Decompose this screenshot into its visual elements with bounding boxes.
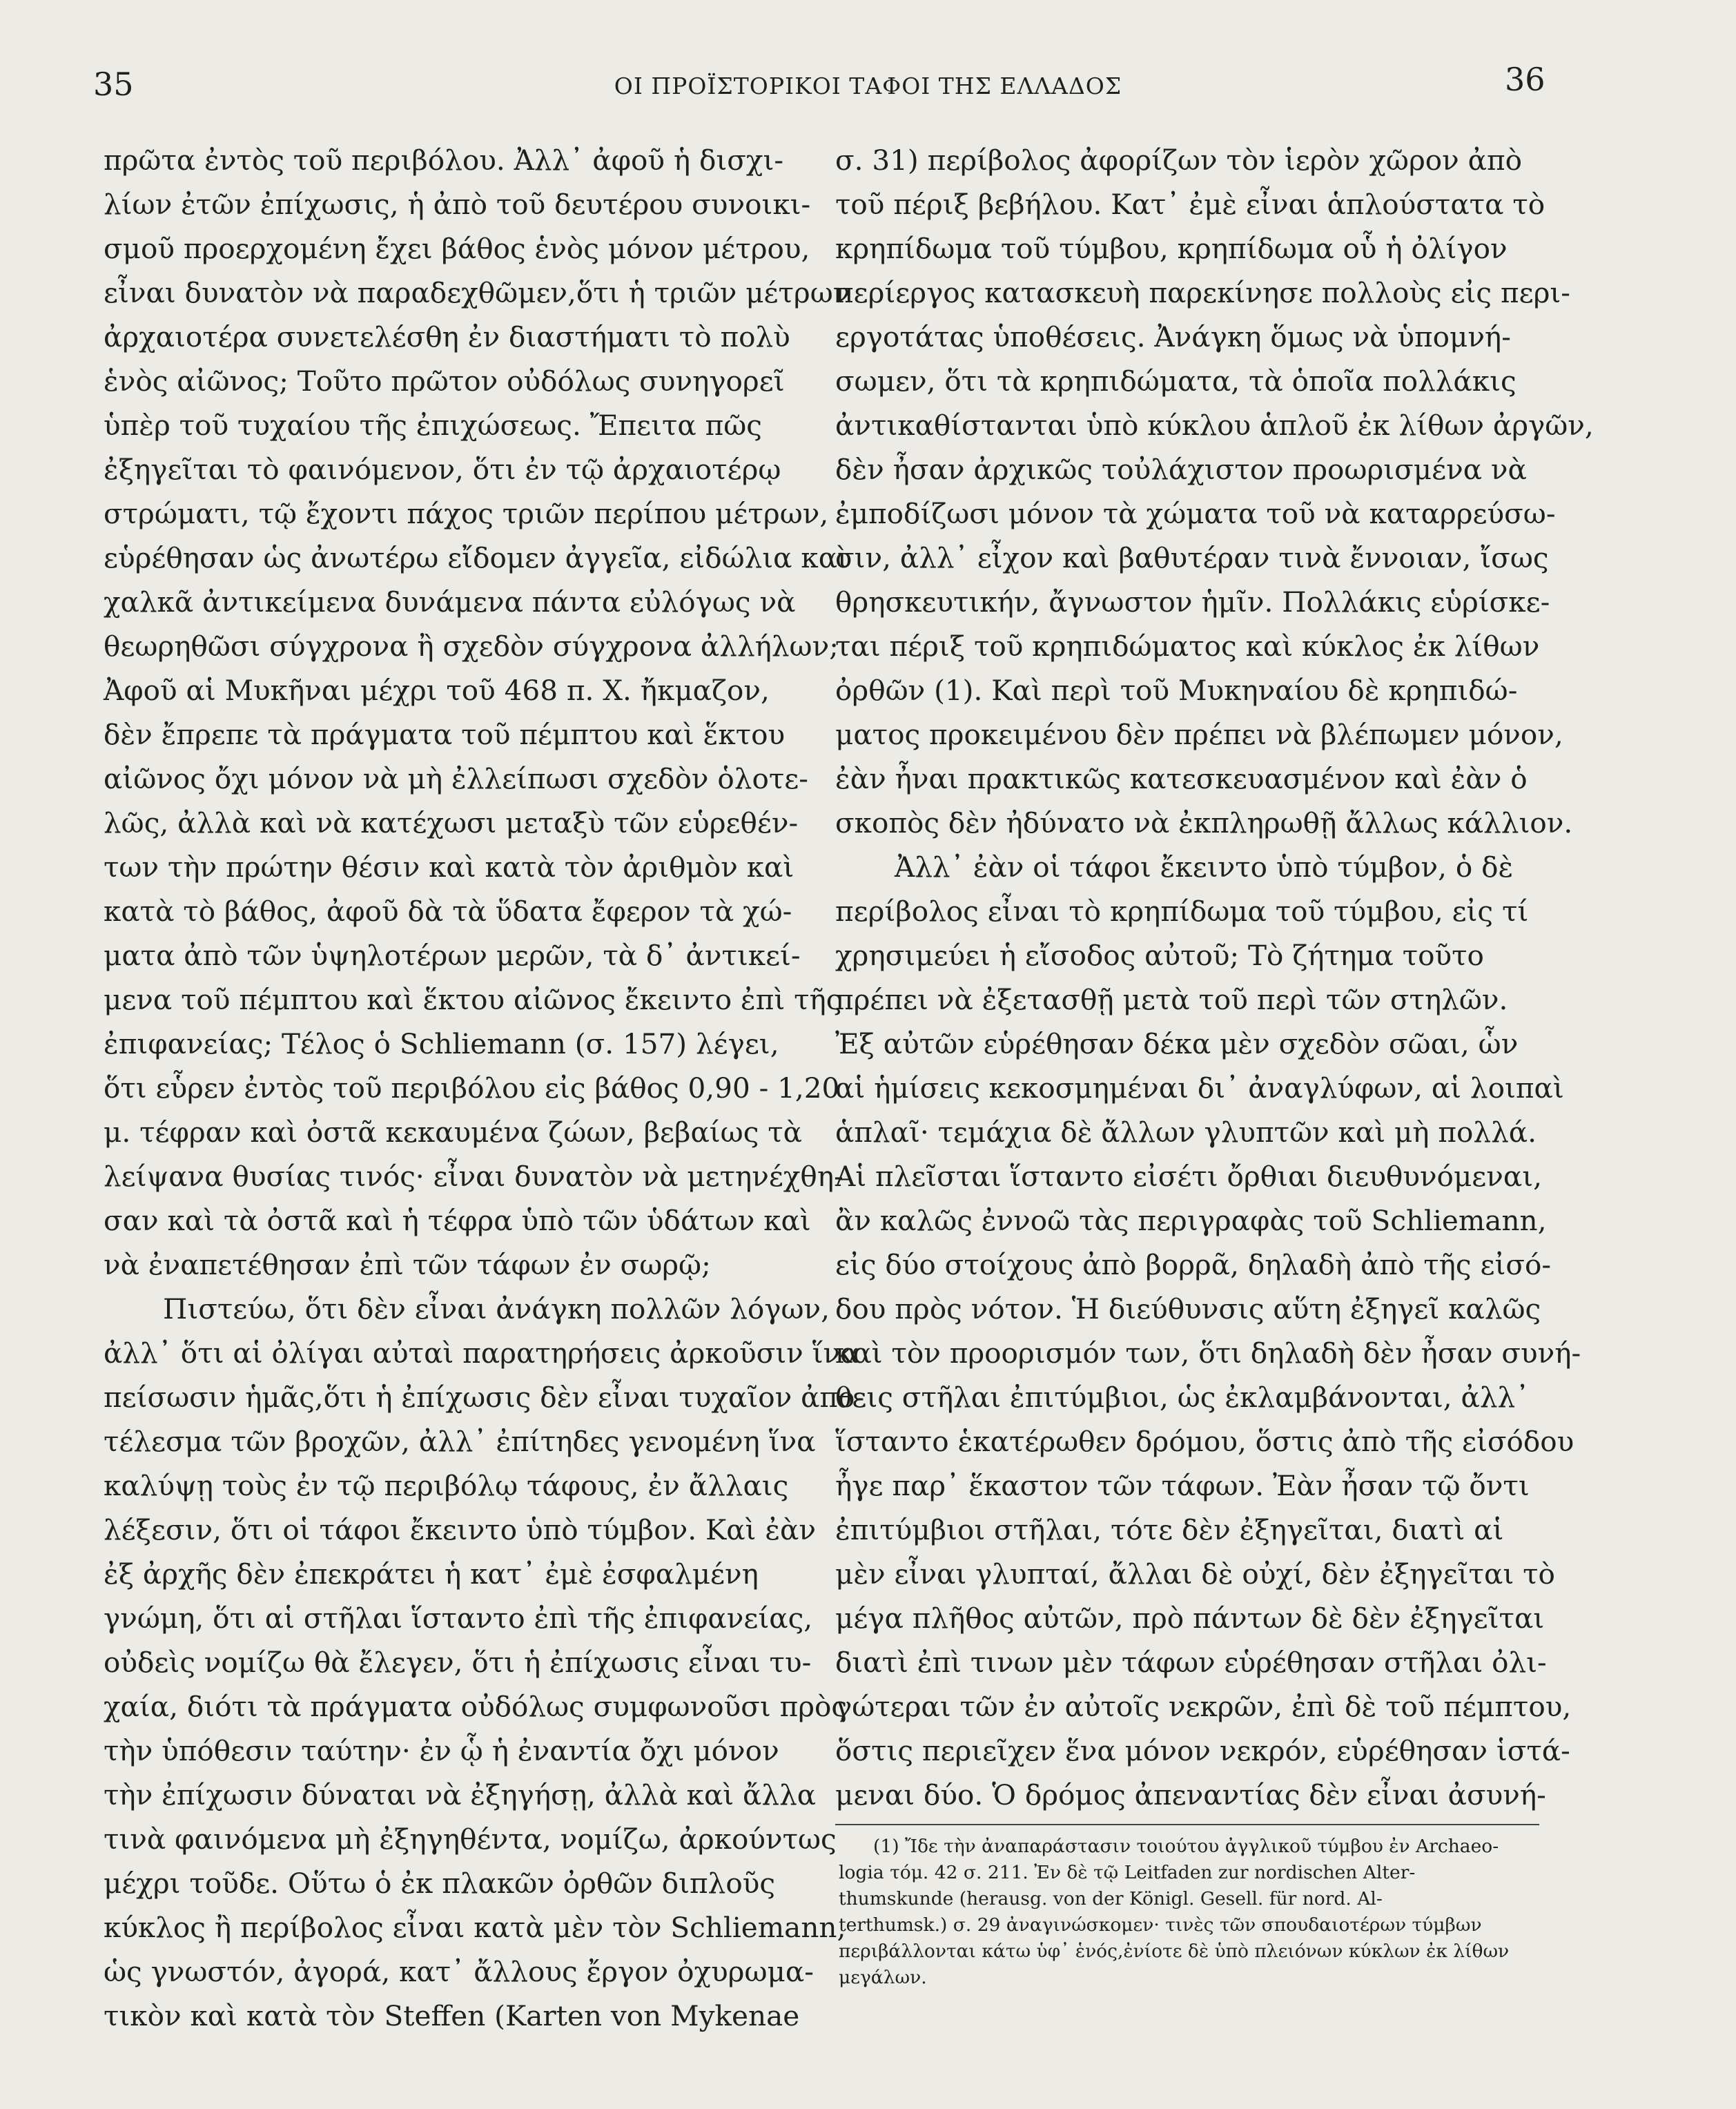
right-column-line: δὲν ἦσαν ἀρχικῶς τοὐλάχιστον προωρισμένα νὰ xyxy=(835,453,1527,486)
right-column-line: ματος προκειμένου δὲν πρέπει νὰ βλέπωμεν μόνον, xyxy=(835,718,1563,751)
left-column-line: σαν καὶ τὰ ὀστᾶ καὶ ἡ τέφρα ὑπὸ τῶν ὑδάτων καὶ xyxy=(104,1204,811,1237)
right-column-line: διατὶ ἐπὶ τινων μὲν τάφων εὑρέθησαν στῆλαι ὀλι- xyxy=(835,1646,1547,1679)
left-column-line: ὡς γνωστόν, ἀγορά, κατ᾽ ἄλλους ἔργον ὀχυρωμα- xyxy=(104,1955,814,1988)
left-column-line: τικὸν καὶ κατὰ τὸν Steffen (Karten von Mykenae xyxy=(104,1999,800,2032)
right-column-line: δου πρὸς νότον. Ἡ διεύθυνσις αὕτη ἐξηγεῖ καλῶς xyxy=(835,1292,1541,1325)
left-column-line: τινὰ φαινόμενα μὴ ἐξηγηθέντα, νομίζω, ἀρκούντως xyxy=(104,1823,837,1856)
right-column-line: εἰς δύο στοίχους ἀπὸ βορρᾶ, δηλαδὴ ἀπὸ τῆς εἰσό- xyxy=(835,1248,1552,1281)
right-column-line: περίβολος εἶναι τὸ κρηπίδωμα τοῦ τύμβου, εἰς τί xyxy=(835,895,1529,928)
footnote-line: περιβάλλονται κάτω ὑφ᾽ ἑνός,ἐνίοτε δὲ ὑπὸ πλειόνων κύκλων ἐκ λίθων xyxy=(839,1941,1510,1962)
left-column-line: ματα ἀπὸ τῶν ὑψηλοτέρων μερῶν, τὰ δ᾽ ἀντικεί- xyxy=(104,939,801,972)
left-column-line: καλύψῃ τοὺς ἐν τῷ περιβόλῳ τάφους, ἐν ἄλλαις xyxy=(104,1469,789,1502)
right-column-line: σ. 31) περίβολος ἀφορίζων τὸν ἱερὸν χῶρον ἀπὸ xyxy=(835,144,1522,177)
right-column-line: ἵσταντο ἑκατέρωθεν δρόμου, ὅστις ἀπὸ τῆς εἰσόδου xyxy=(835,1425,1574,1458)
left-column-line: τὴν ὑπόθεσιν ταύτην· ἐν ᾧ ἡ ἐναντία ὄχι μόνον xyxy=(104,1734,779,1767)
left-column-line: ὅτι εὗρεν ἐντὸς τοῦ περιβόλου εἰς βάθος 0,90 - 1,20 xyxy=(104,1071,840,1105)
footnote xyxy=(839,1834,1543,1991)
right-column-line: ἁπλαῖ· τεμάχια δὲ ἄλλων γλυπτῶν καὶ μὴ πολλά. xyxy=(835,1116,1537,1149)
right-column-line: ἂν καλῶς ἐννοῶ τὰς περιγραφὰς τοῦ Schliemann, xyxy=(835,1204,1547,1237)
footnote-line: logia τόμ. 42 σ. 211. Ἐν δὲ τῷ Leitfaden zur nordischen Alter- xyxy=(839,1862,1416,1883)
right-column-line: τοῦ πέριξ βεβήλου. Κατ᾽ ἐμὲ εἶναι ἁπλούστατα τὸ xyxy=(835,188,1545,221)
left-text-column xyxy=(104,138,865,2038)
right-column-line: πρέπει νὰ ἐξετασθῇ μετὰ τοῦ περὶ τῶν στηλῶν. xyxy=(835,983,1508,1016)
right-column-line: κρηπίδωμα τοῦ τύμβου, κρηπίδωμα οὗ ἡ ὀλίγον xyxy=(835,232,1508,265)
left-column-line: θεωρηθῶσι σύγχρονα ἢ σχεδὸν σύγχρονα ἀλλήλων; xyxy=(104,630,839,663)
footnote-line: thumskunde (herausg. von der Königl. Gesell. für nord. Al- xyxy=(839,1888,1383,1909)
left-column-line: Ἀφοῦ αἱ Μυκῆναι μέχρι τοῦ 468 π. Χ. ἤκμαζον, xyxy=(104,674,770,707)
left-column-line: κύκλος ἢ περίβολος εἶναι κατὰ μὲν τὸν Schliemann, xyxy=(104,1911,846,1944)
right-column-line: γώτεραι τῶν ἐν αὐτοῖς νεκρῶν, ἐπὶ δὲ τοῦ πέμπτου, xyxy=(835,1690,1572,1723)
left-column-line: λῶς, ἀλλὰ καὶ νὰ κατέχωσι μεταξὺ τῶν εὑρεθέν- xyxy=(104,806,799,839)
right-column-line: αἱ ἡμίσεις κεκοσμημέναι δι᾽ ἀναγλύφων, αἱ λοιπαὶ xyxy=(835,1071,1564,1105)
left-column-line: κατὰ τὸ βάθος, ἀφοῦ δὰ τὰ ὕδατα ἔφερον τὰ χώ- xyxy=(104,895,792,928)
right-column-line: μεναι δύο. Ὁ δρόμος ἀπεναντίας δὲν εἶναι ἀσυνή- xyxy=(835,1778,1546,1811)
left-column-line: ἀρχαιοτέρα συνετελέσθη ἐν διαστήματι τὸ πολὺ xyxy=(104,320,790,353)
left-column-line: χαλκᾶ ἀντικείμενα δυνάμενα πάντα εὐλόγως νὰ xyxy=(104,585,796,619)
running-head-title: ΟΙ ΠΡΟΪΣΤΟΡΙΚΟΙ ΤΑΦΟΙ ΤΗΣ ΕΛΛΑΔΟΣ xyxy=(614,72,1122,99)
left-column-line: πρῶτα ἐντὸς τοῦ περιβόλου. Ἀλλ᾽ ἀφοῦ ἡ δισχι- xyxy=(104,144,784,177)
left-column-line: μέχρι τοῦδε. Οὕτω ὁ ἐκ πλακῶν ὀρθῶν διπλοῦς xyxy=(104,1867,776,1900)
left-column-line: ἐξηγεῖται τὸ φαινόμενον, ὅτι ἐν τῷ ἀρχαιοτέρῳ xyxy=(104,453,781,486)
right-column-line: ὀρθῶν (1). Καὶ περὶ τοῦ Μυκηναίου δὲ κρηπιδώ- xyxy=(835,674,1518,707)
left-column-line: ἐξ ἀρχῆς δὲν ἐπεκράτει ἡ κατ᾽ ἐμὲ ἐσφαλμένη xyxy=(104,1557,759,1591)
right-column-line: καὶ τὸν προορισμόν των, ὅτι δηλαδὴ δὲν ἦσαν συνή- xyxy=(835,1337,1581,1370)
left-column-line: πείσωσιν ἡμᾶς,ὅτι ἡ ἐπίχωσις δὲν εἶναι τυχαῖον ἀπο- xyxy=(104,1381,865,1414)
left-column-line: ὑπὲρ τοῦ τυχαίου τῆς ἐπιχώσεως. Ἔπειτα πῶς xyxy=(104,409,762,442)
page-number-left: 35 xyxy=(93,66,134,103)
right-column-line: ται πέριξ τοῦ κρηπιδώματος καὶ κύκλος ἐκ λίθων xyxy=(835,630,1540,663)
right-column-line: Αἱ πλεῖσται ἵσταντο εἰσέτι ὄρθιαι διευθυνόμεναι, xyxy=(835,1160,1542,1193)
right-column-line: θεις στῆλαι ἐπιτύμβιοι, ὡς ἐκλαμβάνονται, ἀλλ᾽ xyxy=(835,1381,1530,1414)
left-column-line: οὐδεὶς νομίζω θὰ ἔλεγεν, ὅτι ἡ ἐπίχωσις εἶναι τυ- xyxy=(104,1646,812,1679)
right-column-line: Ἀλλ᾽ ἐὰν οἱ τάφοι ἔκειντο ὑπὸ τύμβον, ὁ δὲ xyxy=(895,851,1514,884)
right-column-line: ἐμποδίζωσι μόνον τὰ χώματα τοῦ νὰ καταρρεύσω- xyxy=(835,497,1556,530)
left-column-line: δὲν ἔπρεπε τὰ πράγματα τοῦ πέμπτου καὶ ἕκτου xyxy=(104,718,786,751)
left-column-line: εἶναι δυνατὸν νὰ παραδεχθῶμεν,ὅτι ἡ τριῶν μέτρων xyxy=(104,276,850,309)
right-column-line: μὲν εἶναι γλυπταί, ἄλλαι δὲ οὐχί, δὲν ἐξηγεῖται τὸ xyxy=(835,1557,1555,1591)
left-column-line: ἐπιφανείας; Τέλος ὁ Schliemann (σ. 157) λέγει, xyxy=(104,1027,779,1060)
left-column-line: τὴν ἐπίχωσιν δύναται νὰ ἐξηγήσῃ, ἀλλὰ καὶ ἄλλα xyxy=(104,1778,817,1811)
right-column-line: σωμεν, ὅτι τὰ κρηπιδώματα, τὰ ὁποῖα πολλάκις xyxy=(835,365,1516,398)
right-column-line: περίεργος κατασκευὴ παρεκίνησε πολλοὺς εἰς περι- xyxy=(835,276,1570,309)
right-column-line: σκοπὸς δὲν ἠδύνατο νὰ ἐκπληρωθῇ ἄλλως κάλλιον. xyxy=(835,806,1573,839)
left-column-line: τέλεσμα τῶν βροχῶν, ἀλλ᾽ ἐπίτηδες γενομένη ἵνα xyxy=(104,1425,816,1458)
right-column-line: εργοτάτας ὑποθέσεις. Ἀνάγκη ὅμως νὰ ὑπομνή- xyxy=(835,320,1511,353)
left-column-line: ἀλλ᾽ ὅτι αἱ ὀλίγαι αὐταὶ παρατηρήσεις ἀρκοῦσιν ἵνα xyxy=(104,1337,859,1370)
left-column-line: λίων ἐτῶν ἐπίχωσις, ἡ ἀπὸ τοῦ δευτέρου συνοικι- xyxy=(104,188,811,221)
right-text-column xyxy=(835,138,1594,1817)
left-column-line: μ. τέφραν καὶ ὀστᾶ κεκαυμένα ζώων, βεβαίως τὰ xyxy=(104,1116,803,1149)
left-column-line: των τὴν πρώτην θέσιν καὶ κατὰ τὸν ἀριθμὸν καὶ xyxy=(104,851,794,884)
right-column-line: ἐὰν ἦναι πρακτικῶς κατεσκευασμένον καὶ ἐὰν ὁ xyxy=(835,762,1528,795)
right-column-line: σιν, ἀλλ᾽ εἶχον καὶ βαθυτέραν τινὰ ἔννοιαν, ἴσως xyxy=(835,541,1549,574)
left-column-line: λείψανα θυσίας τινός· εἶναι δυνατὸν νὰ μετηνέχθη- xyxy=(104,1160,843,1193)
left-column-line: αἰῶνος ὄχι μόνον νὰ μὴ ἐλλείπωσι σχεδὸν ὁλοτε- xyxy=(104,762,808,795)
left-column-line: ἑνὸς αἰῶνος; Τοῦτο πρῶτον οὐδόλως συνηγορεῖ xyxy=(104,365,785,398)
right-column-line: ἦγε παρ᾽ ἕκαστον τῶν τάφων. Ἐὰν ἦσαν τῷ ὄντι xyxy=(835,1469,1530,1502)
left-column-line: χαία, διότι τὰ πράγματα οὐδόλως συμφωνοῦσι πρὸς xyxy=(104,1690,848,1723)
left-column-line: στρώματι, τῷ ἔχοντι πάχος τριῶν περίπου μέτρων, xyxy=(104,497,829,530)
footnote-divider xyxy=(835,1824,1539,1825)
left-column-line: λέξεσιν, ὅτι οἱ τάφοι ἔκειντο ὑπὸ τύμβον. Καὶ ἐὰν xyxy=(104,1513,817,1546)
footnote-line: (1) Ἴδε τὴν ἀναπαράστασιν τοιούτου ἀγγλικοῦ τύμβου ἐν Archaeo- xyxy=(873,1836,1499,1857)
right-column-line: χρησιμεύει ἡ εἴσοδος αὐτοῦ; Τὸ ζήτημα τοῦτο xyxy=(835,939,1484,972)
left-column-line: σμοῦ προερχομένη ἔχει βάθος ἑνὸς μόνον μέτρου, xyxy=(104,232,810,265)
left-column-line: Πιστεύω, ὅτι δὲν εἶναι ἀνάγκη πολλῶν λόγων, xyxy=(163,1292,830,1325)
right-column-line: μέγα πλῆθος αὐτῶν, πρὸ πάντων δὲ δὲν ἐξηγεῖται xyxy=(835,1602,1545,1635)
footnote-line: μεγάλων. xyxy=(839,1967,927,1988)
right-column-line: ἀντικαθίστανται ὑπὸ κύκλου ἁπλοῦ ἐκ λίθων ἀργῶν, xyxy=(835,409,1594,442)
right-column-line: ὅστις περιεῖχεν ἕνα μόνον νεκρόν, εὑρέθησαν ἱστά- xyxy=(835,1734,1570,1767)
footnote-line: terthumsk.) σ. 29 ἀναγινώσκομεν· τινὲς τῶν σπουδαιοτέρων τύμβων xyxy=(839,1914,1482,1936)
left-column-line: γνώμη, ὅτι αἱ στῆλαι ἵσταντο ἐπὶ τῆς ἐπιφανείας, xyxy=(104,1602,813,1635)
page-number-right: 36 xyxy=(1505,61,1545,98)
right-column-line: ἐπιτύμβιοι στῆλαι, τότε δὲν ἐξηγεῖται, διατὶ αἱ xyxy=(835,1513,1504,1546)
right-column-line: θρησκευτικήν, ἄγνωστον ἡμῖν. Πολλάκις εὑρίσκε- xyxy=(835,585,1550,619)
right-column-line: Ἐξ αὐτῶν εὑρέθησαν δέκα μὲν σχεδὸν σῶαι, ὧν xyxy=(835,1027,1519,1060)
left-column-line: εὑρέθησαν ὡς ἀνωτέρω εἴδομεν ἀγγεῖα, εἰδώλια καὶ xyxy=(104,541,848,574)
left-column-line: νὰ ἐναπετέθησαν ἐπὶ τῶν τάφων ἐν σωρῷ; xyxy=(104,1248,711,1281)
left-column-line: μενα τοῦ πέμπτου καὶ ἕκτου αἰῶνος ἔκειντο ἐπὶ τῆς xyxy=(104,983,842,1016)
